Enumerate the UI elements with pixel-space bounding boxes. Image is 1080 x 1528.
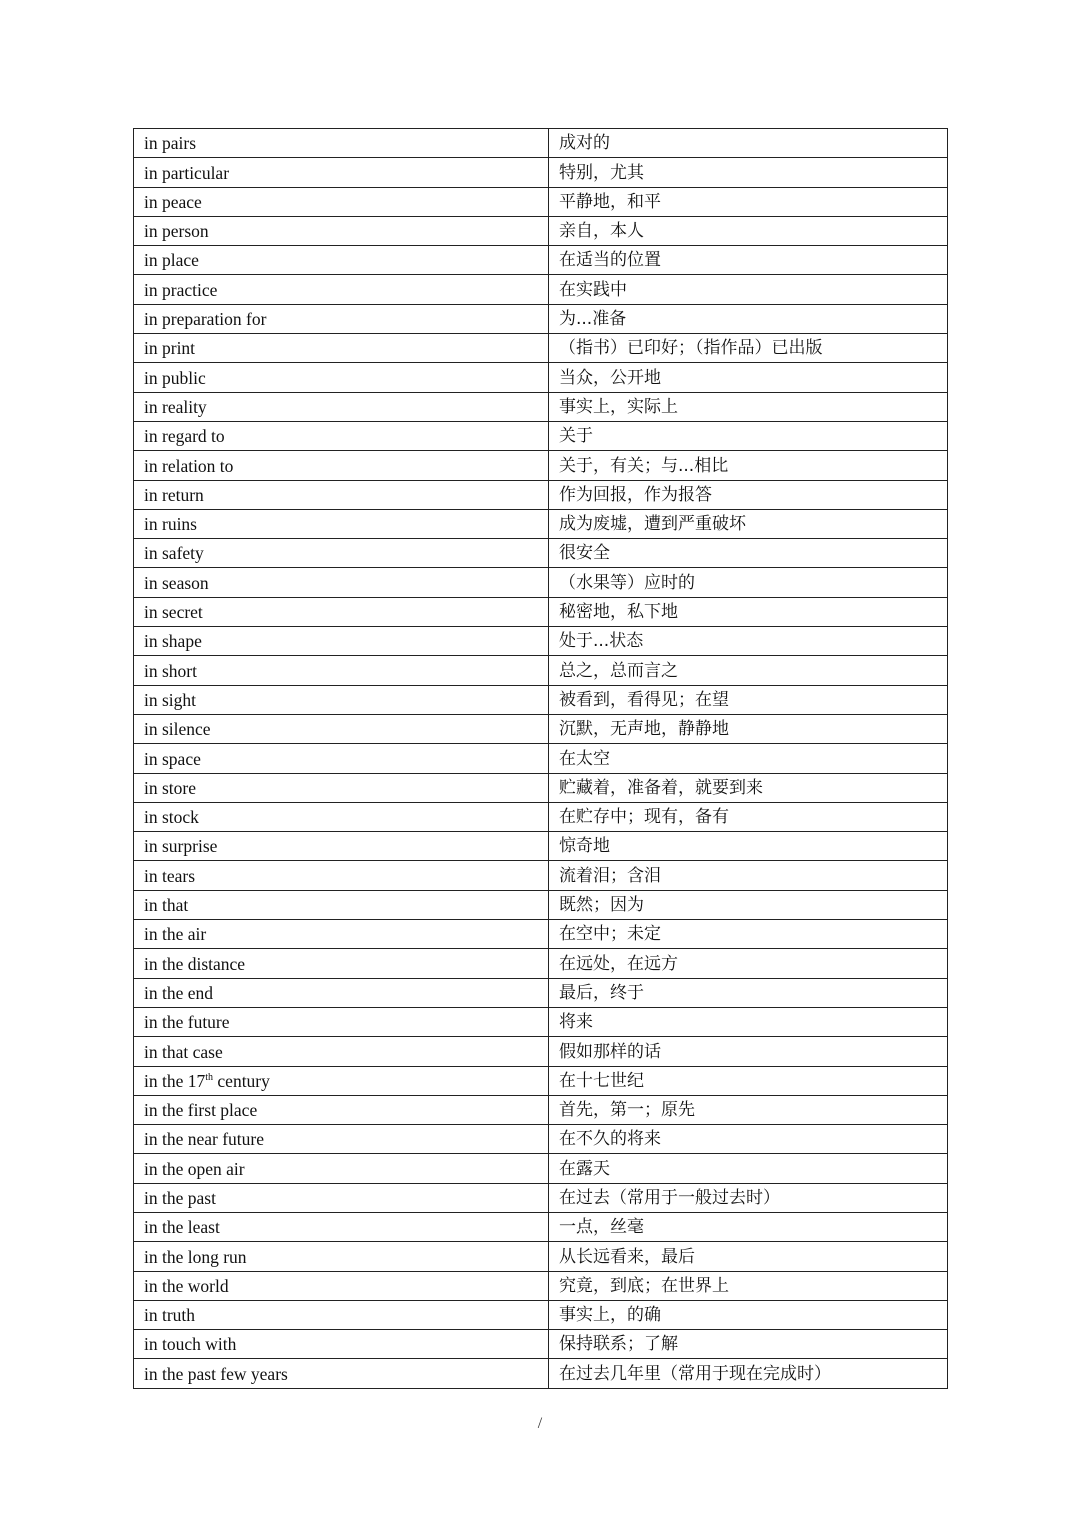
chinese-meaning-cell	[549, 1212, 948, 1241]
english-phrase-cell	[134, 509, 549, 538]
english-phrase: in tears	[144, 865, 196, 886]
table-row	[134, 275, 948, 304]
english-phrase: in person	[144, 221, 209, 242]
english-phrase: in regard to	[144, 426, 225, 447]
english-phrase: in stock	[144, 807, 199, 828]
english-phrase: in the future	[144, 1012, 230, 1033]
english-phrase: in the air	[144, 924, 207, 945]
table-row	[134, 685, 948, 714]
chinese-meaning-cell	[549, 627, 948, 656]
english-phrase-cell	[134, 656, 549, 685]
table-row	[134, 1271, 948, 1300]
english-phrase: in the long run	[144, 1246, 247, 1267]
chinese-meaning-cell	[549, 568, 948, 597]
english-phrase: in the world	[144, 1275, 229, 1296]
table-row	[134, 1212, 948, 1241]
chinese-meaning-cell	[549, 685, 948, 714]
english-phrase: in the past	[144, 1187, 216, 1208]
english-phrase-cell	[134, 627, 549, 656]
chinese-meaning: 既然；因为	[559, 895, 644, 916]
table-row	[134, 861, 948, 890]
chinese-meaning: 事实上，实际上	[559, 396, 678, 417]
table-row	[134, 1300, 948, 1329]
english-phrase: in print	[144, 338, 196, 359]
chinese-meaning-cell	[549, 832, 948, 861]
english-phrase: in shape	[144, 631, 202, 652]
page-number: /	[537, 1415, 543, 1432]
table-row	[134, 187, 948, 216]
english-phrase: in that case	[144, 1041, 223, 1062]
table-row	[134, 246, 948, 275]
table-row	[134, 480, 948, 509]
table-row	[134, 949, 948, 978]
english-phrase-cell	[134, 1271, 549, 1300]
english-phrase: in practice	[144, 279, 218, 300]
table-row	[134, 1242, 948, 1271]
chinese-meaning-cell	[549, 421, 948, 450]
chinese-meaning: 在空中；未定	[559, 924, 661, 945]
chinese-meaning: 处于...状态	[559, 631, 644, 652]
english-phrase-cell	[134, 861, 549, 890]
chinese-meaning-cell	[549, 392, 948, 421]
chinese-meaning: 流着泪；含泪	[559, 865, 661, 886]
chinese-meaning-cell	[549, 656, 948, 685]
chinese-meaning: 平静地，和平	[559, 191, 661, 212]
english-phrase-cell	[134, 832, 549, 861]
english-phrase: in relation to	[144, 455, 234, 476]
english-phrase-cell	[134, 1066, 549, 1095]
chinese-meaning: 在不久的将来	[559, 1129, 661, 1150]
table-row	[134, 509, 948, 538]
table-row	[134, 744, 948, 773]
chinese-meaning-cell	[549, 1271, 948, 1300]
phrase-table	[133, 128, 948, 1389]
chinese-meaning-cell	[549, 1007, 948, 1036]
chinese-meaning-cell	[549, 597, 948, 626]
chinese-meaning: 事实上，的确	[559, 1305, 661, 1326]
chinese-meaning-cell	[549, 539, 948, 568]
english-phrase: in the open air	[144, 1158, 245, 1179]
chinese-meaning: 保持联系；了解	[559, 1334, 678, 1355]
chinese-meaning: 在实践中	[559, 279, 627, 300]
table-row	[134, 304, 948, 333]
table-row	[134, 216, 948, 245]
english-phrase: in safety	[144, 543, 204, 564]
table-row	[134, 1037, 948, 1066]
english-phrase-cell	[134, 363, 549, 392]
table-row	[134, 1154, 948, 1183]
chinese-meaning-cell	[549, 509, 948, 538]
chinese-meaning: 最后，终于	[559, 982, 644, 1003]
chinese-meaning: 在贮存中；现有，备有	[559, 807, 729, 828]
english-phrase-cell	[134, 246, 549, 275]
english-phrase: in surprise	[144, 836, 218, 857]
english-phrase: in secret	[144, 602, 203, 623]
chinese-meaning-cell	[549, 920, 948, 949]
chinese-meaning: 总之，总而言之	[559, 660, 678, 681]
chinese-meaning: 一点，丝毫	[559, 1217, 644, 1238]
chinese-meaning-cell	[549, 1095, 948, 1124]
table-row	[134, 773, 948, 802]
chinese-meaning-cell	[549, 158, 948, 187]
chinese-meaning-cell	[549, 1125, 948, 1154]
chinese-meaning-cell	[549, 773, 948, 802]
chinese-meaning: 将来	[559, 1012, 593, 1033]
english-phrase-cell	[134, 1212, 549, 1241]
table-row	[134, 656, 948, 685]
table-row	[134, 392, 948, 421]
english-phrase-cell	[134, 1037, 549, 1066]
table-row	[134, 1066, 948, 1095]
english-phrase: in the first place	[144, 1100, 258, 1121]
english-phrase-cell	[134, 1007, 549, 1036]
chinese-meaning-cell	[549, 275, 948, 304]
english-phrase-cell	[134, 568, 549, 597]
english-phrase: in that	[144, 895, 189, 916]
english-phrase: in season	[144, 572, 209, 593]
phrase-table-body	[134, 129, 948, 1389]
chinese-meaning: 沉默，无声地，静静地	[559, 719, 729, 740]
chinese-meaning-cell	[549, 890, 948, 919]
chinese-meaning: （指书）已印好；（指作品）已出版	[559, 338, 823, 359]
chinese-meaning: 在过去几年里（常用于现在完成时）	[559, 1363, 831, 1384]
table-row	[134, 920, 948, 949]
table-row	[134, 568, 948, 597]
chinese-meaning-cell	[549, 978, 948, 1007]
english-phrase-cell	[134, 1359, 549, 1388]
english-phrase-cell	[134, 978, 549, 1007]
english-phrase: in touch with	[144, 1334, 237, 1355]
chinese-meaning: 首先，第一；原先	[559, 1100, 695, 1121]
chinese-meaning-cell	[549, 129, 948, 158]
english-phrase: in preparation for	[144, 309, 267, 330]
english-phrase-cell	[134, 129, 549, 158]
table-row	[134, 1007, 948, 1036]
english-phrase: in sight	[144, 689, 197, 710]
chinese-meaning-cell	[549, 304, 948, 333]
english-phrase: in the end	[144, 982, 214, 1003]
english-phrase: in short	[144, 660, 197, 681]
english-phrase: in ruins	[144, 514, 197, 535]
table-row	[134, 539, 948, 568]
english-phrase-cell	[134, 334, 549, 363]
table-row	[134, 978, 948, 1007]
chinese-meaning-cell	[549, 216, 948, 245]
english-phrase-cell	[134, 451, 549, 480]
english-phrase: in the least	[144, 1217, 220, 1238]
chinese-meaning-cell	[549, 714, 948, 743]
english-phrase: in space	[144, 748, 201, 769]
chinese-meaning: 亲自，本人	[559, 221, 644, 242]
table-row	[134, 802, 948, 831]
english-phrase-cell	[134, 158, 549, 187]
chinese-meaning-cell	[549, 1183, 948, 1212]
english-phrase-cell	[134, 949, 549, 978]
english-phrase: in reality	[144, 396, 207, 417]
table-row	[134, 1095, 948, 1124]
english-phrase-cell	[134, 773, 549, 802]
chinese-meaning: 贮藏着，准备着，就要到来	[559, 777, 763, 798]
chinese-meaning-cell	[549, 1154, 948, 1183]
english-phrase: in silence	[144, 719, 211, 740]
chinese-meaning: 特别，尤其	[559, 162, 644, 183]
english-phrase: in the distance	[144, 953, 246, 974]
chinese-meaning-cell	[549, 1300, 948, 1329]
chinese-meaning: 关于，有关；与...相比	[559, 455, 729, 476]
chinese-meaning: 作为回报，作为报答	[559, 484, 712, 505]
table-row	[134, 597, 948, 626]
english-phrase-cell	[134, 744, 549, 773]
english-phrase-cell	[134, 421, 549, 450]
table-row	[134, 832, 948, 861]
english-phrase-suffix: century	[213, 1070, 270, 1091]
english-phrase-cell	[134, 539, 549, 568]
chinese-meaning: 很安全	[559, 543, 610, 564]
english-phrase-cell	[134, 216, 549, 245]
chinese-meaning: 在适当的位置	[559, 250, 661, 271]
english-phrase-cell	[134, 597, 549, 626]
table-row	[134, 1183, 948, 1212]
english-phrase-cell	[134, 1300, 549, 1329]
chinese-meaning: （水果等）应时的	[559, 572, 695, 593]
english-phrase: in peace	[144, 191, 202, 212]
english-phrase-cell	[134, 890, 549, 919]
english-phrase-cell	[134, 920, 549, 949]
english-phrase: in return	[144, 484, 204, 505]
english-phrase: in pairs	[144, 133, 197, 154]
chinese-meaning: 从长远看来，最后	[559, 1246, 695, 1267]
english-phrase: in truth	[144, 1305, 196, 1326]
chinese-meaning: 当众，公开地	[559, 367, 661, 388]
chinese-meaning-cell	[549, 949, 948, 978]
ordinal-superscript: th	[205, 1071, 214, 1083]
table-row	[134, 1125, 948, 1154]
table-row	[134, 714, 948, 743]
chinese-meaning-cell	[549, 744, 948, 773]
chinese-meaning-cell	[549, 861, 948, 890]
chinese-meaning-cell	[549, 1066, 948, 1095]
chinese-meaning: 成为废墟，遭到严重破坏	[559, 514, 746, 535]
chinese-meaning-cell	[549, 363, 948, 392]
table-row	[134, 890, 948, 919]
english-phrase-cell	[134, 392, 549, 421]
english-phrase: in the 17	[144, 1070, 206, 1091]
chinese-meaning-cell	[549, 1330, 948, 1359]
chinese-meaning-cell	[549, 802, 948, 831]
chinese-meaning: 在远处，在远方	[559, 953, 678, 974]
english-phrase-cell	[134, 1183, 549, 1212]
table-row	[134, 451, 948, 480]
english-phrase-cell	[134, 1154, 549, 1183]
english-phrase-cell	[134, 275, 549, 304]
chinese-meaning: 秘密地，私下地	[559, 602, 678, 623]
chinese-meaning: 在十七世纪	[559, 1070, 644, 1091]
chinese-meaning: 在太空	[559, 748, 610, 769]
english-phrase-cell	[134, 1242, 549, 1271]
english-phrase: in place	[144, 250, 199, 271]
chinese-meaning-cell	[549, 334, 948, 363]
chinese-meaning-cell	[549, 1037, 948, 1066]
table-row	[134, 1330, 948, 1359]
chinese-meaning: 惊奇地	[559, 836, 610, 857]
english-phrase: in public	[144, 367, 206, 388]
chinese-meaning-cell	[549, 1242, 948, 1271]
chinese-meaning-cell	[549, 1359, 948, 1388]
english-phrase-cell	[134, 714, 549, 743]
table-row	[134, 627, 948, 656]
chinese-meaning: 成对的	[559, 133, 610, 154]
chinese-meaning: 在过去（常用于一般过去时）	[559, 1187, 780, 1208]
chinese-meaning: 关于	[559, 426, 593, 447]
chinese-meaning: 假如那样的话	[559, 1041, 661, 1062]
english-phrase-cell	[134, 1125, 549, 1154]
english-phrase-cell	[134, 480, 549, 509]
english-phrase-cell	[134, 187, 549, 216]
english-phrase: in the near future	[144, 1129, 265, 1150]
english-phrase: in the past few years	[144, 1363, 288, 1384]
table-row	[134, 363, 948, 392]
english-phrase-cell	[134, 1330, 549, 1359]
chinese-meaning-cell	[549, 187, 948, 216]
chinese-meaning: 为...准备	[559, 309, 627, 330]
english-phrase: in store	[144, 777, 197, 798]
table-row	[134, 158, 948, 187]
table-row	[134, 129, 948, 158]
chinese-meaning: 究竟，到底；在世界上	[559, 1275, 729, 1296]
chinese-meaning: 在露天	[559, 1158, 610, 1179]
chinese-meaning: 被看到，看得见；在望	[559, 689, 729, 710]
english-phrase-cell	[134, 685, 549, 714]
english-phrase-cell	[134, 1095, 549, 1124]
chinese-meaning-cell	[549, 246, 948, 275]
english-phrase-cell	[134, 304, 549, 333]
table-row	[134, 334, 948, 363]
english-phrase-cell	[134, 802, 549, 831]
chinese-meaning-cell	[549, 480, 948, 509]
table-row	[134, 1359, 948, 1388]
chinese-meaning-cell	[549, 451, 948, 480]
english-phrase: in particular	[144, 162, 230, 183]
table-row	[134, 421, 948, 450]
